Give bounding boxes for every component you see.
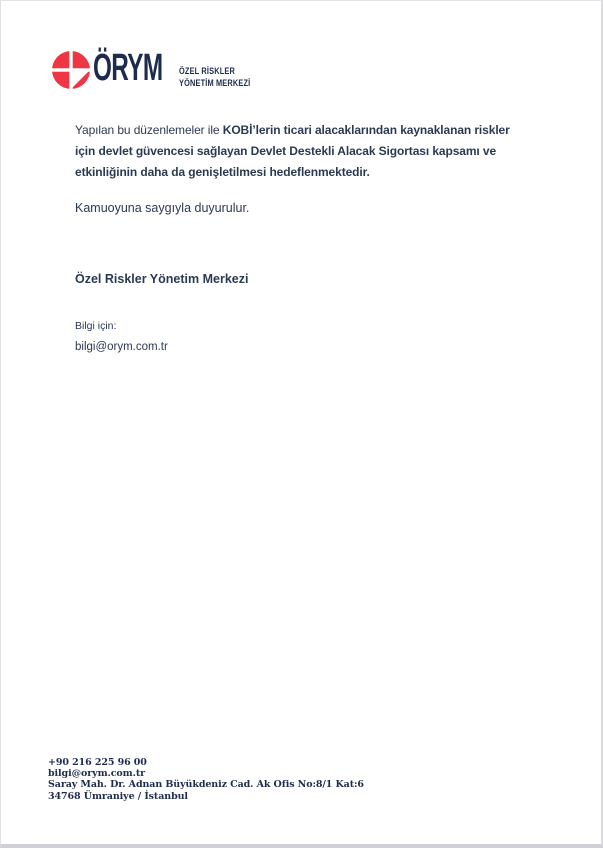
paragraph-regular-run: Yapılan bu düzenlemeler ile	[75, 123, 223, 137]
info-email: bilgi@orym.com.tr	[75, 341, 168, 353]
paragraph-bold-run: KOBİ’lerin ticari alacaklarından kaynaklanan riskler için devlet güvencesi sağlayan Devlet Destekli Alacak Sigortası kapsamı ve etkinliğinin daha da genişletilmesi hedeflenmektedir.	[75, 123, 510, 179]
footer-contact-block	[48, 757, 364, 802]
logo-acronym: ÖRYM	[93, 47, 163, 89]
orym-logo-mark-icon	[52, 51, 90, 89]
footer-address-line2: 34768 Ümraniye / İstanbul	[48, 790, 188, 802]
closing-line: Kamuoyuna saygıyla duyurulur.	[75, 201, 250, 215]
footer-phone: +90 216 225 96 00	[48, 757, 147, 768]
logo-tagline	[179, 65, 250, 89]
footer-address-line1: Saray Mah. Dr. Adnan Büyükdeniz Cad. Ak Ofis No:8/1 Kat:6	[48, 779, 364, 791]
footer-email: bilgi@orym.com.tr	[48, 768, 146, 780]
signature-line: Özel Riskler Yönetim Merkezi	[75, 272, 249, 286]
logo-tagline-line2: YÖNETİM MERKEZİ	[179, 78, 251, 88]
logo-tagline-line1: ÖZEL RİSKLER	[179, 66, 235, 76]
info-label: Bilgi için:	[75, 320, 117, 332]
body-paragraph	[75, 120, 530, 183]
